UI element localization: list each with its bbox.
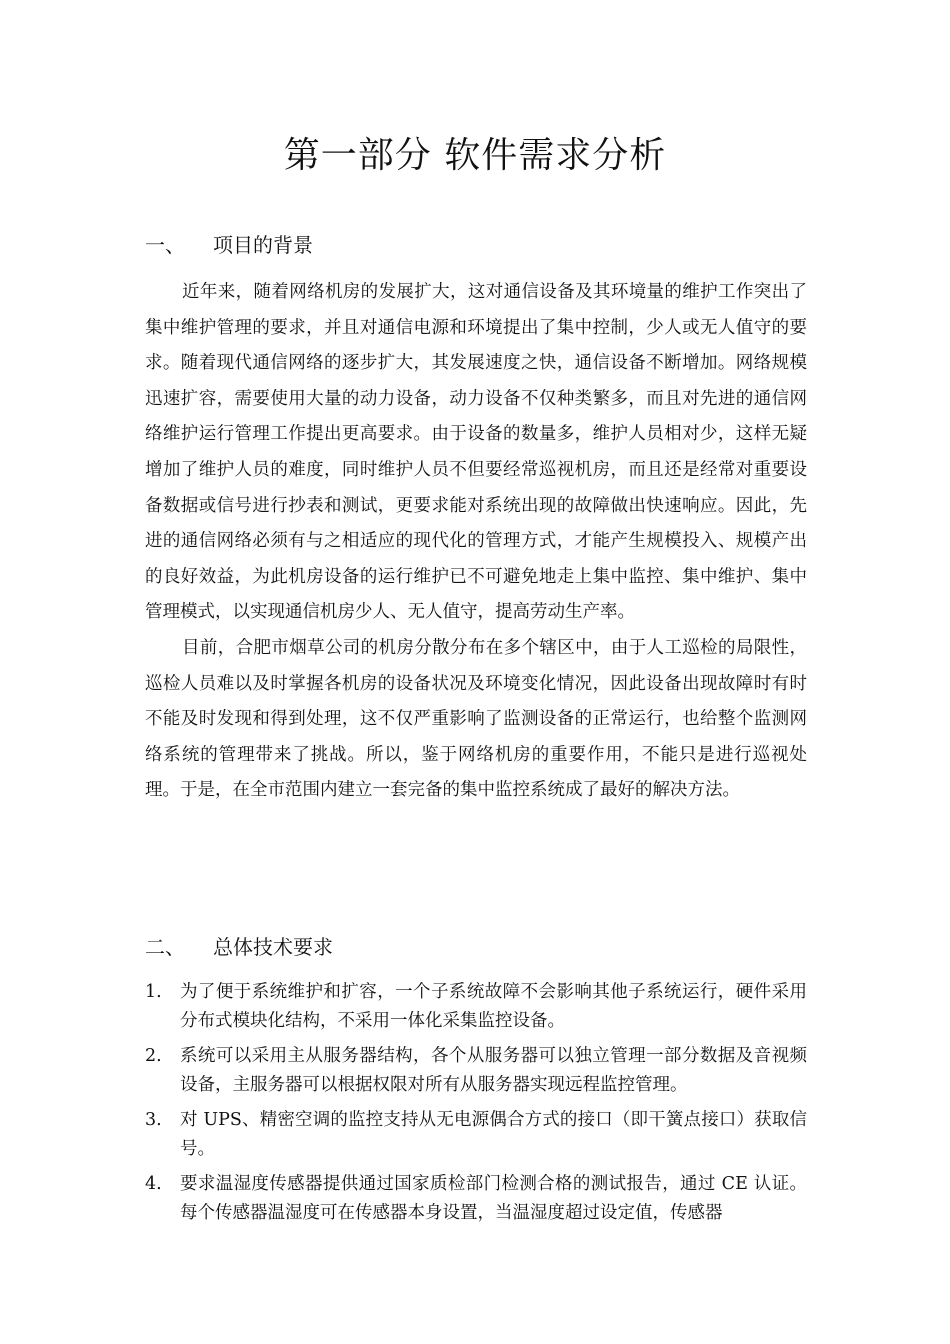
section-number: 二、 <box>145 935 185 959</box>
list-item-number: 1. <box>145 982 162 1002</box>
list-item-number: 2. <box>145 1046 162 1066</box>
paragraph: 近年来，随着网络机房的发展扩大，这对通信设备及其环境量的维护工作突出了集中维护管理的要求，并且对通信电源和环境提出了集中控制，少人或无人值守的要求。随着现代通信网络的逐步扩大，其发展速度之快，通信设备不断增加。网络规模迅速扩容，需要使用大量的动力设备，动力设备不仅种类繁多，而且对先进的通信网络维护运行管理工作提出更高要求。由于设备的数量多，维护人员相对少，这样无疑增加了维护人员的难度，同时维护人员不但要经常巡视机房，而且还是经常对重要设备数据或信号进行抄表和测试，更要求能对系统出现的故障做出快速响应。因此，先进的通信网络必须有与之相适应的现代化的管理方式，才能产生规模投入、规模产出的良好效益，为此机房设备的运行维护已不可避免地走上集中监控、集中维护、集中管理模式，以实现通信机房少人、无人值守，提高劳动生产率。 <box>145 282 807 623</box>
list-item <box>145 978 807 1036</box>
paragraph: 目前，合肥市烟草公司的机房分散分布在多个辖区中，由于人工巡检的局限性，巡检人员难以及时掌握各机房的设备状况及环境变化情况，因此设备出现故障时有时不能及时发现和得到处理，这不仅严重影响了监测设备的正常运行，也给整个监测网络系统的管理带来了挑战。所以，鉴于网络机房的重要作用，不能只是进行巡视处理。于是，在全市范围内建立一套完备的集中监控系统成了最好的解决方法。 <box>145 637 807 801</box>
section-title: 项目的背景 <box>213 233 313 257</box>
list-item <box>145 1170 807 1228</box>
list-item-text: 为了便于系统维护和扩容，一个子系统故障不会影响其他子系统运行，硬件采用分布式模块化结构，不采用一体化采集监控设备。 <box>180 982 807 1031</box>
section-heading-requirements <box>145 932 333 962</box>
section-body-background <box>145 275 807 809</box>
list-item-number: 4. <box>145 1174 162 1194</box>
list-item-text: 系统可以采用主从服务器结构，各个从服务器可以独立管理一部分数据及音视频设备，主服务器可以根据权限对所有从服务器实现远程监控管理。 <box>180 1046 807 1095</box>
list-item <box>145 1106 807 1164</box>
list-item <box>145 1042 807 1100</box>
requirements-list <box>145 978 807 1234</box>
page-title: 第一部分 软件需求分析 <box>283 135 667 176</box>
section-title: 总体技术要求 <box>213 935 333 959</box>
section-heading-background <box>145 230 313 260</box>
section-number: 一、 <box>145 233 185 257</box>
list-item-number: 3. <box>145 1110 162 1130</box>
list-item-text: 对 UPS、精密空调的监控支持从无电源偶合方式的接口（即干簧点接口）获取信号。 <box>180 1110 807 1159</box>
list-item-text: 要求温湿度传感器提供通过国家质检部门检测合格的测试报告，通过 CE 认证。每个传感器温湿度可在传感器本身设置，当温湿度超过设定值，传感器 <box>180 1174 807 1223</box>
